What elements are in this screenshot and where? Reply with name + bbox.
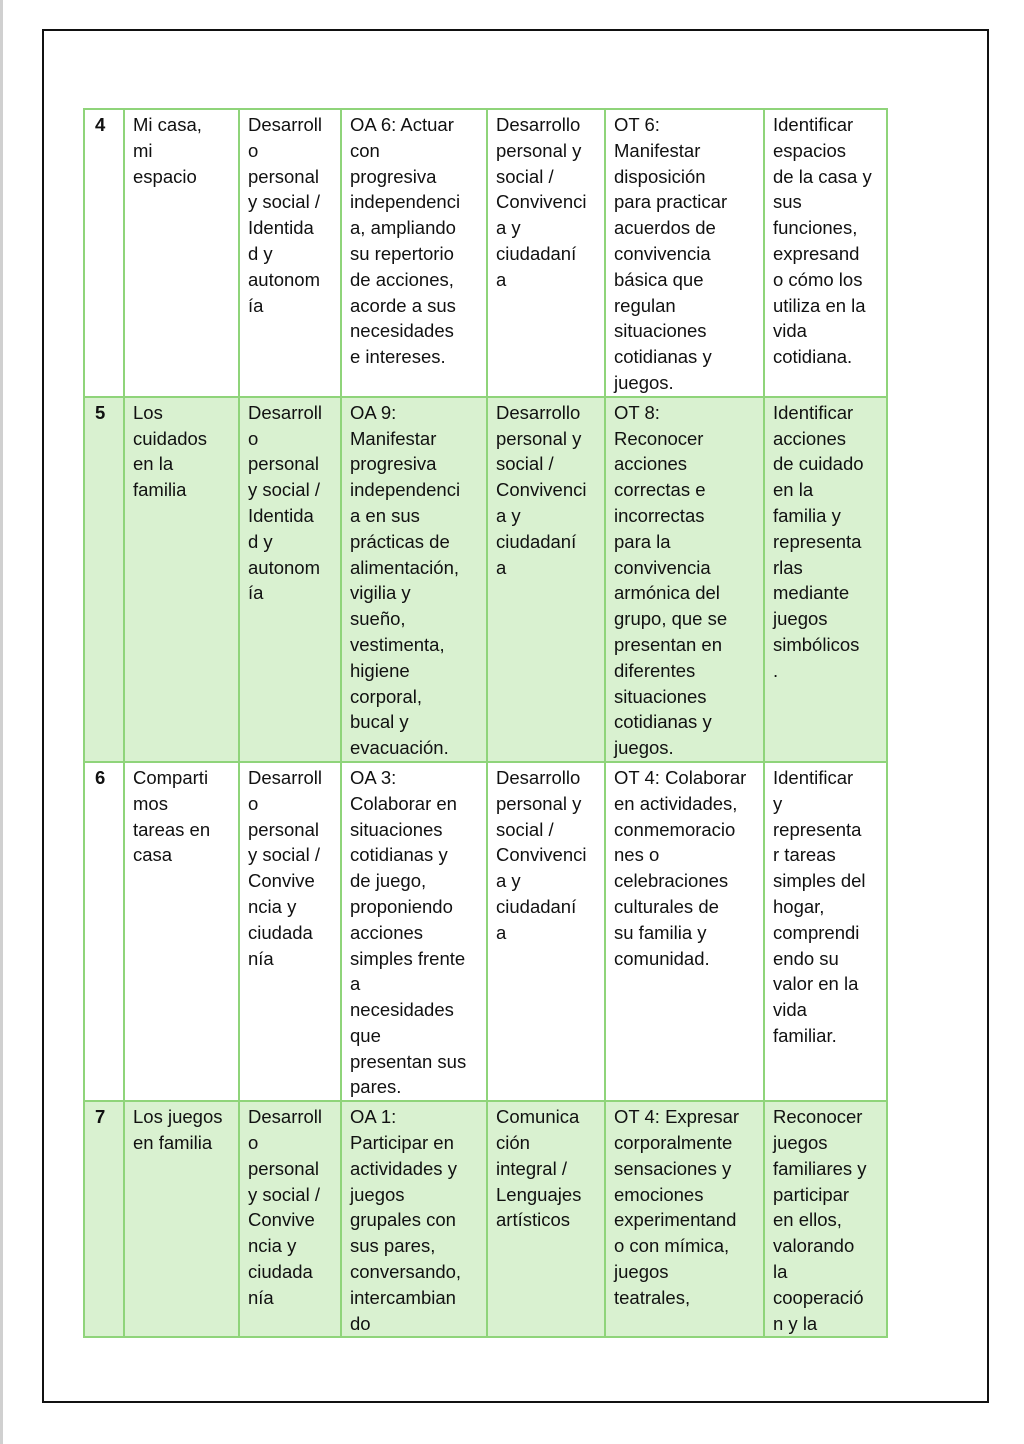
table-row	[84, 109, 887, 397]
specific-objective: Reconocer juegos familiares y participar en ellos, valorando la cooperació n y la	[764, 1101, 887, 1337]
row-number: 7	[84, 1101, 124, 1337]
learning-area: Comunica ción integral / Lenguajes artísticos	[487, 1101, 605, 1337]
specific-objective: Identificar acciones de cuidado en la familia y representa rlas mediante juegos simbólicos .	[764, 397, 887, 762]
page-edge	[0, 0, 3, 1444]
table-row	[84, 397, 887, 762]
ot-objective: OT 8: Reconocer acciones correctas e incorrectas para la convivencia armónica del grupo, que se presentan en diferentes situaciones cotidianas y juegos.	[605, 397, 764, 762]
learning-nucleus: Desarroll o personal y social / Identida d y autonom ía	[239, 397, 341, 762]
row-number: 4	[84, 109, 124, 397]
row-number: 5	[84, 397, 124, 762]
experience-title: Los cuidados en la familia	[124, 397, 239, 762]
specific-objective: Identificar y representa r tareas simples del hogar, comprendi endo su valor en la vida familiar.	[764, 762, 887, 1101]
learning-area: Desarrollo personal y social / Convivenci a y ciudadaní a	[487, 109, 605, 397]
table-row	[84, 762, 887, 1101]
learning-nucleus: Desarroll o personal y social / Identida d y autonom ía	[239, 109, 341, 397]
learning-area: Desarrollo personal y social / Convivenci a y ciudadaní a	[487, 397, 605, 762]
table-row	[84, 1101, 887, 1337]
learning-nucleus: Desarroll o personal y social / Convive ncia y ciudada nía	[239, 762, 341, 1101]
planning-table	[83, 108, 888, 1338]
oa-objective: OA 1: Participar en actividades y juegos grupales con sus pares, conversando, intercambian do	[341, 1101, 487, 1337]
ot-objective: OT 6: Manifestar disposición para practicar acuerdos de convivencia básica que regulan situaciones cotidianas y juegos.	[605, 109, 764, 397]
ot-objective: OT 4: Colaborar en actividades, conmemoracio nes o celebraciones culturales de su familia y comunidad.	[605, 762, 764, 1101]
specific-objective: Identificar espacios de la casa y sus funciones, expresand o cómo los utiliza en la vida cotidiana.	[764, 109, 887, 397]
experience-title: Los juegos en familia	[124, 1101, 239, 1337]
oa-objective: OA 3: Colaborar en situaciones cotidianas y de juego, proponiendo acciones simples frente a necesidades que presentan sus pares.	[341, 762, 487, 1101]
oa-objective: OA 6: Actuar con progresiva independenci a, ampliando su repertorio de acciones, acorde a sus necesidades e intereses.	[341, 109, 487, 397]
learning-nucleus: Desarroll o personal y social / Convive ncia y ciudada nía	[239, 1101, 341, 1337]
experience-title: Mi casa, mi espacio	[124, 109, 239, 397]
oa-objective: OA 9: Manifestar progresiva independenci a en sus prácticas de alimentación, vigilia y sueño, vestimenta, higiene corporal, bucal y evacuación.	[341, 397, 487, 762]
row-number: 6	[84, 762, 124, 1101]
learning-area: Desarrollo personal y social / Convivenci a y ciudadaní a	[487, 762, 605, 1101]
experience-title: Comparti mos tareas en casa	[124, 762, 239, 1101]
ot-objective: OT 4: Expresar corporalmente sensaciones y emociones experimentand o con mímica, juegos teatrales,	[605, 1101, 764, 1337]
